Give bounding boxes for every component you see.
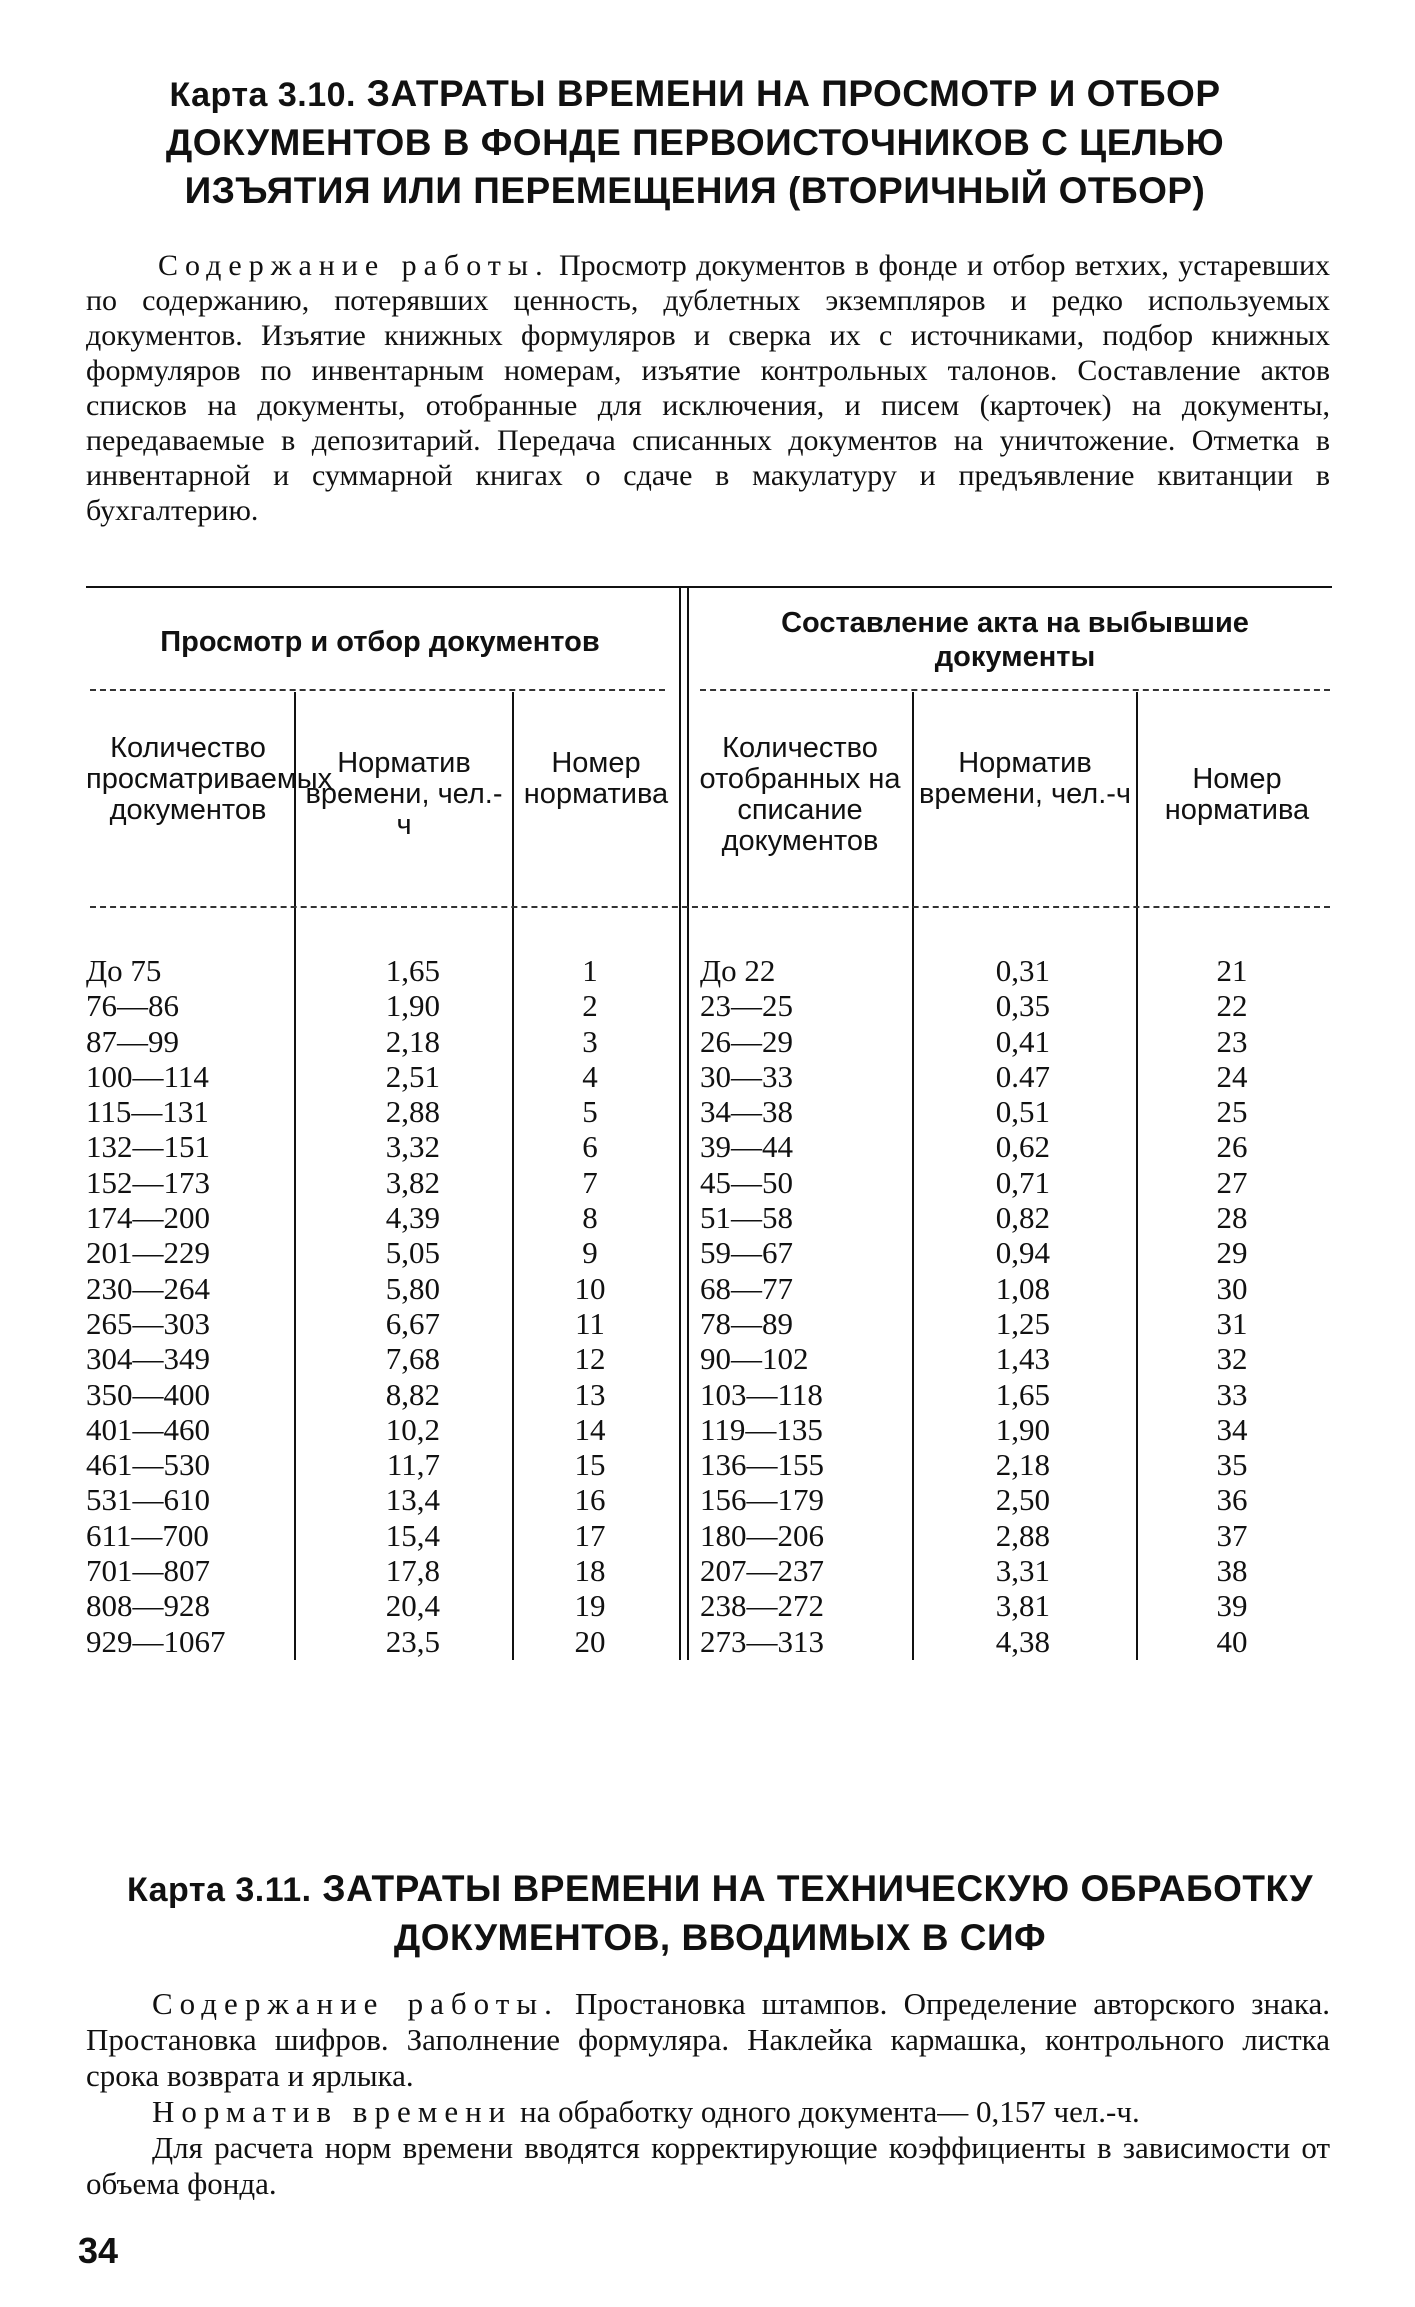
cell-time-norm-writeoff: 1,65 xyxy=(995,1376,1050,1412)
card-310-content xyxy=(86,248,1330,528)
cell-norm-number-writeoff: 29 xyxy=(1216,1235,1248,1271)
col-rule-5 xyxy=(1136,692,1138,1660)
cell-norm-number-viewed: 6 xyxy=(582,1129,598,1165)
page-number: 34 xyxy=(78,2230,119,2271)
cell-doc-count-writeoff: 207—237 xyxy=(700,1553,824,1589)
col-norm-number-viewed xyxy=(540,953,640,1659)
col-rule-4 xyxy=(912,692,914,1660)
cell-time-norm-writeoff: 1,08 xyxy=(995,1270,1050,1306)
cell-norm-number-writeoff: 23 xyxy=(1216,1023,1248,1059)
group-right-rule xyxy=(700,689,1330,691)
card-311-norm-label: Норматив времени xyxy=(152,2094,513,2129)
col-header-5: Норматив времени, чел.-ч xyxy=(918,747,1132,810)
cell-time-norm-viewed: 7,68 xyxy=(385,1341,440,1377)
cell-norm-number-viewed: 18 xyxy=(574,1553,606,1589)
cell-norm-number-writeoff: 31 xyxy=(1216,1305,1248,1341)
cell-doc-count-writeoff: 273—313 xyxy=(700,1623,824,1659)
card-311-title-text1: ЗАТРАТЫ ВРЕМЕНИ НА ТЕХНИЧЕСКУЮ ОБРАБОТКУ xyxy=(322,1868,1314,1909)
cell-doc-count-writeoff: 238—272 xyxy=(700,1588,824,1624)
card-311-title-line1 xyxy=(110,1865,1330,1914)
cell-time-norm-writeoff: 2,88 xyxy=(995,1517,1050,1553)
cell-doc-count-viewed: 201—229 xyxy=(86,1235,210,1271)
cell-time-norm-viewed: 20,4 xyxy=(385,1588,440,1624)
cell-doc-count-viewed: 132—151 xyxy=(86,1129,210,1165)
cell-doc-count-viewed: 808—928 xyxy=(86,1588,210,1624)
col-norm-number-writeoff xyxy=(1182,953,1282,1659)
cell-norm-number-writeoff: 35 xyxy=(1216,1447,1248,1483)
cell-norm-number-viewed: 1 xyxy=(582,953,598,988)
cell-norm-number-writeoff: 24 xyxy=(1216,1058,1248,1094)
cell-norm-number-writeoff: 21 xyxy=(1216,953,1248,988)
cell-time-norm-writeoff: 1,25 xyxy=(995,1305,1050,1341)
cell-time-norm-writeoff: 0,35 xyxy=(995,988,1050,1024)
cell-doc-count-writeoff: 136—155 xyxy=(700,1447,824,1483)
cell-doc-count-viewed: 401—460 xyxy=(86,1411,210,1447)
cell-doc-count-writeoff: 59—67 xyxy=(700,1235,793,1271)
cell-doc-count-writeoff: 180—206 xyxy=(700,1517,824,1553)
cell-doc-count-viewed: 350—400 xyxy=(86,1376,210,1412)
cell-time-norm-viewed: 3,82 xyxy=(385,1164,440,1200)
cell-time-norm-viewed: 2,88 xyxy=(385,1094,440,1130)
col-header-1: Количество просматриваемых документов xyxy=(86,732,333,826)
col-time-norm-writeoff xyxy=(918,953,1050,1659)
cell-norm-number-writeoff: 27 xyxy=(1216,1164,1248,1200)
cell-norm-number-viewed: 13 xyxy=(574,1376,606,1412)
col-doc-count-writeoff xyxy=(700,953,900,1659)
card-311-content xyxy=(86,1986,1330,2094)
cell-time-norm-writeoff: 1,43 xyxy=(995,1341,1050,1377)
cell-doc-count-writeoff: 30—33 xyxy=(700,1058,793,1094)
cell-time-norm-writeoff: 3,81 xyxy=(995,1588,1050,1624)
cell-time-norm-writeoff: 1,90 xyxy=(995,1411,1050,1447)
card-311-content-label: Содержание работы. xyxy=(152,1986,559,2021)
cell-doc-count-viewed: 929—1067 xyxy=(86,1623,226,1659)
cell-doc-count-viewed: До 75 xyxy=(86,953,162,988)
cell-norm-number-viewed: 7 xyxy=(582,1164,598,1200)
card-311-note: Для расчета норм времени вводятся корректирующие коэффициенты в зависимости от объема фонда. xyxy=(86,2130,1330,2201)
cell-norm-number-writeoff: 40 xyxy=(1216,1623,1248,1659)
cell-norm-number-writeoff: 33 xyxy=(1216,1376,1248,1412)
cell-norm-number-viewed: 17 xyxy=(574,1517,606,1553)
cell-time-norm-viewed: 5,80 xyxy=(385,1270,440,1306)
cell-doc-count-viewed: 461—530 xyxy=(86,1447,210,1483)
cell-doc-count-viewed: 304—349 xyxy=(86,1341,210,1377)
header-bottom-rule xyxy=(90,906,1330,908)
col-time-norm-viewed xyxy=(300,953,440,1659)
cell-norm-number-viewed: 12 xyxy=(574,1341,606,1377)
cell-doc-count-viewed: 115—131 xyxy=(86,1094,209,1130)
cell-time-norm-viewed: 11,7 xyxy=(386,1447,440,1483)
cell-doc-count-viewed: 611—700 xyxy=(86,1517,209,1553)
cell-time-norm-viewed: 10,2 xyxy=(385,1411,440,1447)
cell-time-norm-viewed: 2,18 xyxy=(385,1023,440,1059)
cell-norm-number-writeoff: 22 xyxy=(1216,988,1248,1024)
card-310-content-text: Просмотр документов в фонде и отбор ветхих, устаревших по содержанию, потерявших ценность, дублетных экземпляров и редко используемых документов. Изъятие книжных формуляров и сверка их с источниками, подбор книжных формуляров по инвентарным номерам, изъятие контрольных талонов. Составление актов списков на документы, отобранные для исключения, и писем (карточек) на документы, передаваемые в депозитарий. Передача списанных документов на уничтожение. Отметка в инвентарной и суммарной книгах о сдаче в макулатуру и предъявление квитанции в бухгалтерию. xyxy=(86,249,1331,527)
cell-norm-number-viewed: 5 xyxy=(582,1094,598,1130)
cell-time-norm-viewed: 13,4 xyxy=(385,1482,440,1518)
cell-norm-number-viewed: 11 xyxy=(575,1305,605,1341)
cell-norm-number-writeoff: 34 xyxy=(1216,1411,1248,1447)
cell-doc-count-viewed: 265—303 xyxy=(86,1305,210,1341)
cell-doc-count-writeoff: 23—25 xyxy=(700,988,793,1024)
cell-doc-count-viewed: 230—264 xyxy=(86,1270,210,1306)
card-310-title-line2: ДОКУМЕНТОВ В ФОНДЕ ПЕРВОИСТОЧНИКОВ С ЦЕЛЬЮ xyxy=(165,122,1225,163)
col-header-6: Номер норматива xyxy=(1164,763,1310,826)
cell-time-norm-viewed: 17,8 xyxy=(385,1553,440,1589)
card-310-title xyxy=(120,70,1270,215)
cell-doc-count-writeoff: 156—179 xyxy=(700,1482,824,1518)
cell-time-norm-writeoff: 4,38 xyxy=(995,1623,1050,1659)
cell-norm-number-viewed: 3 xyxy=(582,1023,598,1059)
cell-norm-number-writeoff: 37 xyxy=(1216,1517,1248,1553)
cell-time-norm-viewed: 15,4 xyxy=(385,1517,440,1553)
cell-doc-count-writeoff: 45—50 xyxy=(700,1164,793,1200)
cell-doc-count-viewed: 100—114 xyxy=(86,1058,209,1094)
cell-norm-number-writeoff: 38 xyxy=(1216,1553,1248,1589)
col-rule-2 xyxy=(512,692,514,1660)
cell-time-norm-writeoff: 2,50 xyxy=(995,1482,1050,1518)
group-header-right: Составление акта на выбывшие документы xyxy=(781,607,1249,673)
cell-time-norm-viewed: 3,32 xyxy=(385,1129,440,1165)
cell-doc-count-writeoff: 26—29 xyxy=(700,1023,793,1059)
card-311-content-text: Простановка штампов. Определение авторского знака. Простановка шифров. Заполнение формуляра. Наклейка кармашка, контрольного листка срока возврата и ярлыка. xyxy=(86,1986,1331,2093)
table-top-rule xyxy=(86,586,1332,588)
cell-doc-count-writeoff: 51—58 xyxy=(700,1200,793,1236)
cell-norm-number-viewed: 8 xyxy=(582,1200,598,1236)
cell-norm-number-viewed: 19 xyxy=(574,1588,606,1624)
cell-time-norm-viewed: 4,39 xyxy=(385,1200,440,1236)
cell-doc-count-writeoff: 103—118 xyxy=(700,1376,823,1412)
cell-norm-number-writeoff: 39 xyxy=(1216,1588,1248,1624)
cell-norm-number-writeoff: 32 xyxy=(1216,1341,1248,1377)
col-header-2: Норматив времени, чел.-ч xyxy=(305,747,503,841)
cell-norm-number-viewed: 9 xyxy=(582,1235,598,1271)
card-311-title xyxy=(110,1865,1330,1962)
cell-time-norm-viewed: 1,90 xyxy=(385,988,440,1024)
cell-time-norm-writeoff: 2,18 xyxy=(995,1447,1050,1483)
card-311-title-lead: Карта 3.11. xyxy=(126,1871,312,1909)
cell-doc-count-writeoff: 78—89 xyxy=(700,1305,793,1341)
cell-time-norm-writeoff: 0,41 xyxy=(995,1023,1050,1059)
col-header-4: Количество отобранных на списание документов xyxy=(699,732,901,857)
cell-doc-count-writeoff: 119—135 xyxy=(700,1411,823,1447)
card-310-title-text1: ЗАТРАТЫ ВРЕМЕНИ НА ПРОСМОТР И ОТБОР xyxy=(366,73,1221,114)
cell-norm-number-viewed: 14 xyxy=(574,1411,606,1447)
cell-doc-count-viewed: 701—807 xyxy=(86,1553,210,1589)
group-header-left: Просмотр и отбор документов xyxy=(160,626,600,658)
cell-norm-number-writeoff: 25 xyxy=(1216,1094,1248,1130)
group-left-rule xyxy=(90,689,665,691)
cell-time-norm-writeoff: 0,71 xyxy=(995,1164,1050,1200)
cell-time-norm-writeoff: 3,31 xyxy=(995,1553,1050,1589)
card-311-norm-text: на обработку одного документа— 0,157 чел.-ч. xyxy=(520,2094,1140,2129)
col-doc-count-viewed xyxy=(86,953,286,1659)
cell-norm-number-viewed: 2 xyxy=(582,988,598,1024)
cell-doc-count-viewed: 531—610 xyxy=(86,1482,210,1518)
cell-time-norm-viewed: 1,65 xyxy=(385,953,440,988)
cell-doc-count-viewed: 174—200 xyxy=(86,1200,210,1236)
card-310-title-line1 xyxy=(120,70,1270,119)
table-divider-a xyxy=(679,588,681,1660)
cell-time-norm-writeoff: 0.47 xyxy=(995,1058,1050,1094)
cell-time-norm-viewed: 6,67 xyxy=(385,1305,440,1341)
cell-doc-count-writeoff: 34—38 xyxy=(700,1094,793,1130)
cell-norm-number-viewed: 10 xyxy=(574,1270,606,1306)
cell-doc-count-writeoff: До 22 xyxy=(700,953,776,988)
col-rule-1 xyxy=(294,692,296,1660)
table-divider-b xyxy=(687,588,689,1660)
cell-time-norm-writeoff: 0,94 xyxy=(995,1235,1050,1271)
card-311-norm xyxy=(86,2094,1330,2130)
cell-doc-count-writeoff: 90—102 xyxy=(700,1341,809,1377)
cell-norm-number-writeoff: 26 xyxy=(1216,1129,1248,1165)
cell-norm-number-viewed: 16 xyxy=(574,1482,606,1518)
cell-time-norm-viewed: 5,05 xyxy=(385,1235,440,1271)
cell-time-norm-viewed: 8,82 xyxy=(385,1376,440,1412)
card-311-title-line2: ДОКУМЕНТОВ, ВВОДИМЫХ В СИФ xyxy=(393,1917,1047,1958)
cell-time-norm-writeoff: 0,51 xyxy=(995,1094,1050,1130)
cell-time-norm-viewed: 2,51 xyxy=(385,1058,440,1094)
cell-doc-count-viewed: 152—173 xyxy=(86,1164,210,1200)
card-310-content-label: Содержание работы. xyxy=(158,249,550,282)
cell-norm-number-writeoff: 28 xyxy=(1216,1200,1248,1236)
card-310-title-lead: Карта 3.10. xyxy=(169,76,356,114)
cell-norm-number-writeoff: 30 xyxy=(1216,1270,1248,1306)
cell-norm-number-viewed: 15 xyxy=(574,1447,606,1483)
cell-doc-count-viewed: 87—99 xyxy=(86,1023,179,1059)
cell-doc-count-writeoff: 68—77 xyxy=(700,1270,793,1306)
col-header-3: Номер норматива xyxy=(523,747,669,810)
cell-norm-number-writeoff: 36 xyxy=(1216,1482,1248,1518)
cell-norm-number-viewed: 4 xyxy=(582,1058,598,1094)
cell-time-norm-viewed: 23,5 xyxy=(385,1623,440,1659)
cell-norm-number-viewed: 20 xyxy=(574,1623,606,1659)
cell-time-norm-writeoff: 0,62 xyxy=(995,1129,1050,1165)
cell-doc-count-writeoff: 39—44 xyxy=(700,1129,793,1165)
card-310-title-line3: ИЗЪЯТИЯ ИЛИ ПЕРЕМЕЩЕНИЯ (ВТОРИЧНЫЙ ОТБОР) xyxy=(184,170,1206,211)
cell-doc-count-viewed: 76—86 xyxy=(86,988,179,1024)
cell-time-norm-writeoff: 0,82 xyxy=(995,1200,1050,1236)
cell-time-norm-writeoff: 0,31 xyxy=(995,953,1050,988)
